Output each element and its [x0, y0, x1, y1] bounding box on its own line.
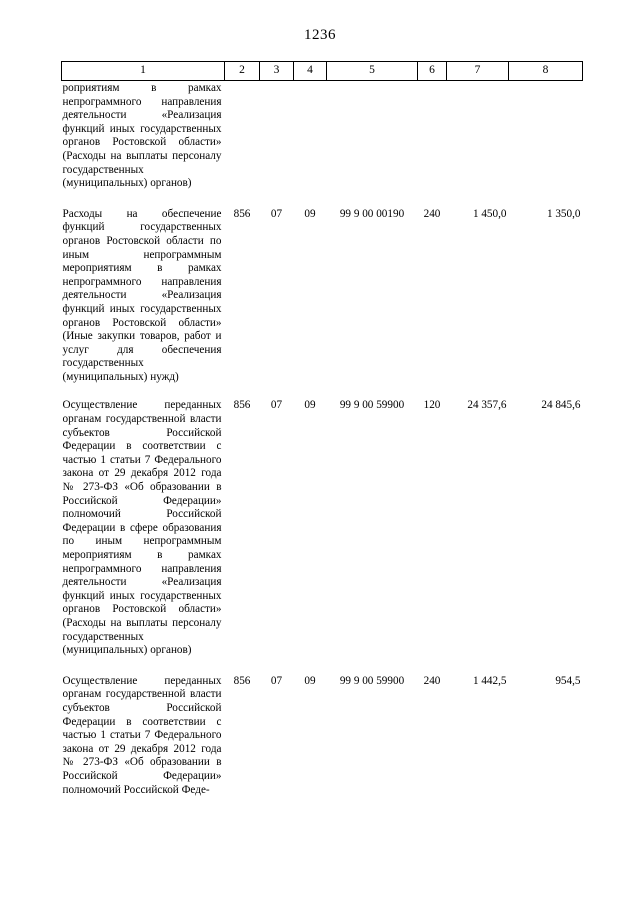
column-header: 3 — [260, 62, 294, 81]
amount-year-2: 1 350,0 — [546, 207, 581, 220]
budget-table — [61, 61, 583, 797]
column-header: 5 — [327, 62, 418, 81]
amount-year-2 — [509, 81, 583, 191]
target-item-code: 99 9 00 00190 — [339, 207, 405, 220]
target-item-code: 99 9 00 59900 — [339, 399, 405, 412]
section-code: 07 — [270, 207, 283, 220]
amount-year-1: 1 450,0 — [472, 207, 507, 220]
section-code: 07 — [270, 674, 283, 687]
column-header: 2 — [225, 62, 260, 81]
section-code — [260, 81, 294, 191]
table-row — [62, 384, 583, 657]
page-number: 1236 — [304, 27, 336, 43]
section-code: 07 — [270, 399, 283, 412]
ministry-code: 856 — [233, 207, 251, 220]
table-row — [62, 81, 583, 191]
target-item-code: 99 9 00 59900 — [339, 674, 405, 687]
column-header: 4 — [294, 62, 327, 81]
amount-year-1 — [447, 81, 509, 191]
expense-type-code: 240 — [423, 207, 441, 220]
amount-year-2: 24 845,6 — [541, 399, 581, 412]
subsection-code: 09 — [304, 399, 316, 412]
table-row — [62, 191, 583, 385]
amount-year-2: 954,5 — [555, 674, 581, 687]
expense-description: Расходы на обеспечение функций государственных органов Ростовской области по иным непрограммным мероприятиям в рамках непрограммного направления деятельности «Реализация функций иных государственных органов Ростовской области» (Иные закупки товаров, работ и услуг для обеспечения государственных (муниципальных) нужд) — [62, 207, 222, 383]
subsection-code: 09 — [304, 207, 316, 220]
ministry-code — [225, 81, 260, 191]
expense-description: Осуществление переданных органам государственной власти субъектов Российской Федерации в соответствии с частью 1 статьи 7 Федерального закона от 29 декабря 2012 года № 273-ФЗ «Об образовании в Российской Федерации» полномочий Российской Федерации в сфере образования по иным непрограммным мероприятиям в рамках непрограммного направления деятельности «Реализация функций иных государственных органов Ростовской области» (Расходы на выплаты персоналу государственных (муниципальных) органов) — [62, 399, 222, 657]
expense-type-code: 240 — [423, 674, 441, 687]
expense-type-code — [418, 81, 447, 191]
column-header: 1 — [62, 62, 225, 81]
subsection-code — [294, 81, 327, 191]
column-number-header-row — [62, 62, 583, 81]
table-row — [62, 658, 583, 797]
amount-year-1: 24 357,6 — [467, 399, 507, 412]
subsection-code: 09 — [304, 674, 316, 687]
column-header: 8 — [509, 62, 583, 81]
expense-description: Осуществление переданных органам государственной власти субъектов Российской Федерации в соответствии с частью 1 статьи 7 Федерального закона от 29 декабря 2012 года № 273-ФЗ «Об образовании в Российской Федерации» полномочий Российской Феде- — [62, 674, 222, 796]
column-header: 7 — [447, 62, 509, 81]
ministry-code: 856 — [233, 674, 251, 687]
target-item-code — [327, 81, 418, 191]
amount-year-1: 1 442,5 — [472, 674, 507, 687]
column-header: 6 — [418, 62, 447, 81]
expense-type-code: 120 — [423, 399, 441, 412]
ministry-code: 856 — [233, 399, 251, 412]
expense-description: роприятиям в рамках непрограммного направления деятельности «Реализация функций иных государственных органов Ростовской области» (Расходы на выплаты персоналу государственных (муниципальных) органов) — [62, 82, 222, 190]
